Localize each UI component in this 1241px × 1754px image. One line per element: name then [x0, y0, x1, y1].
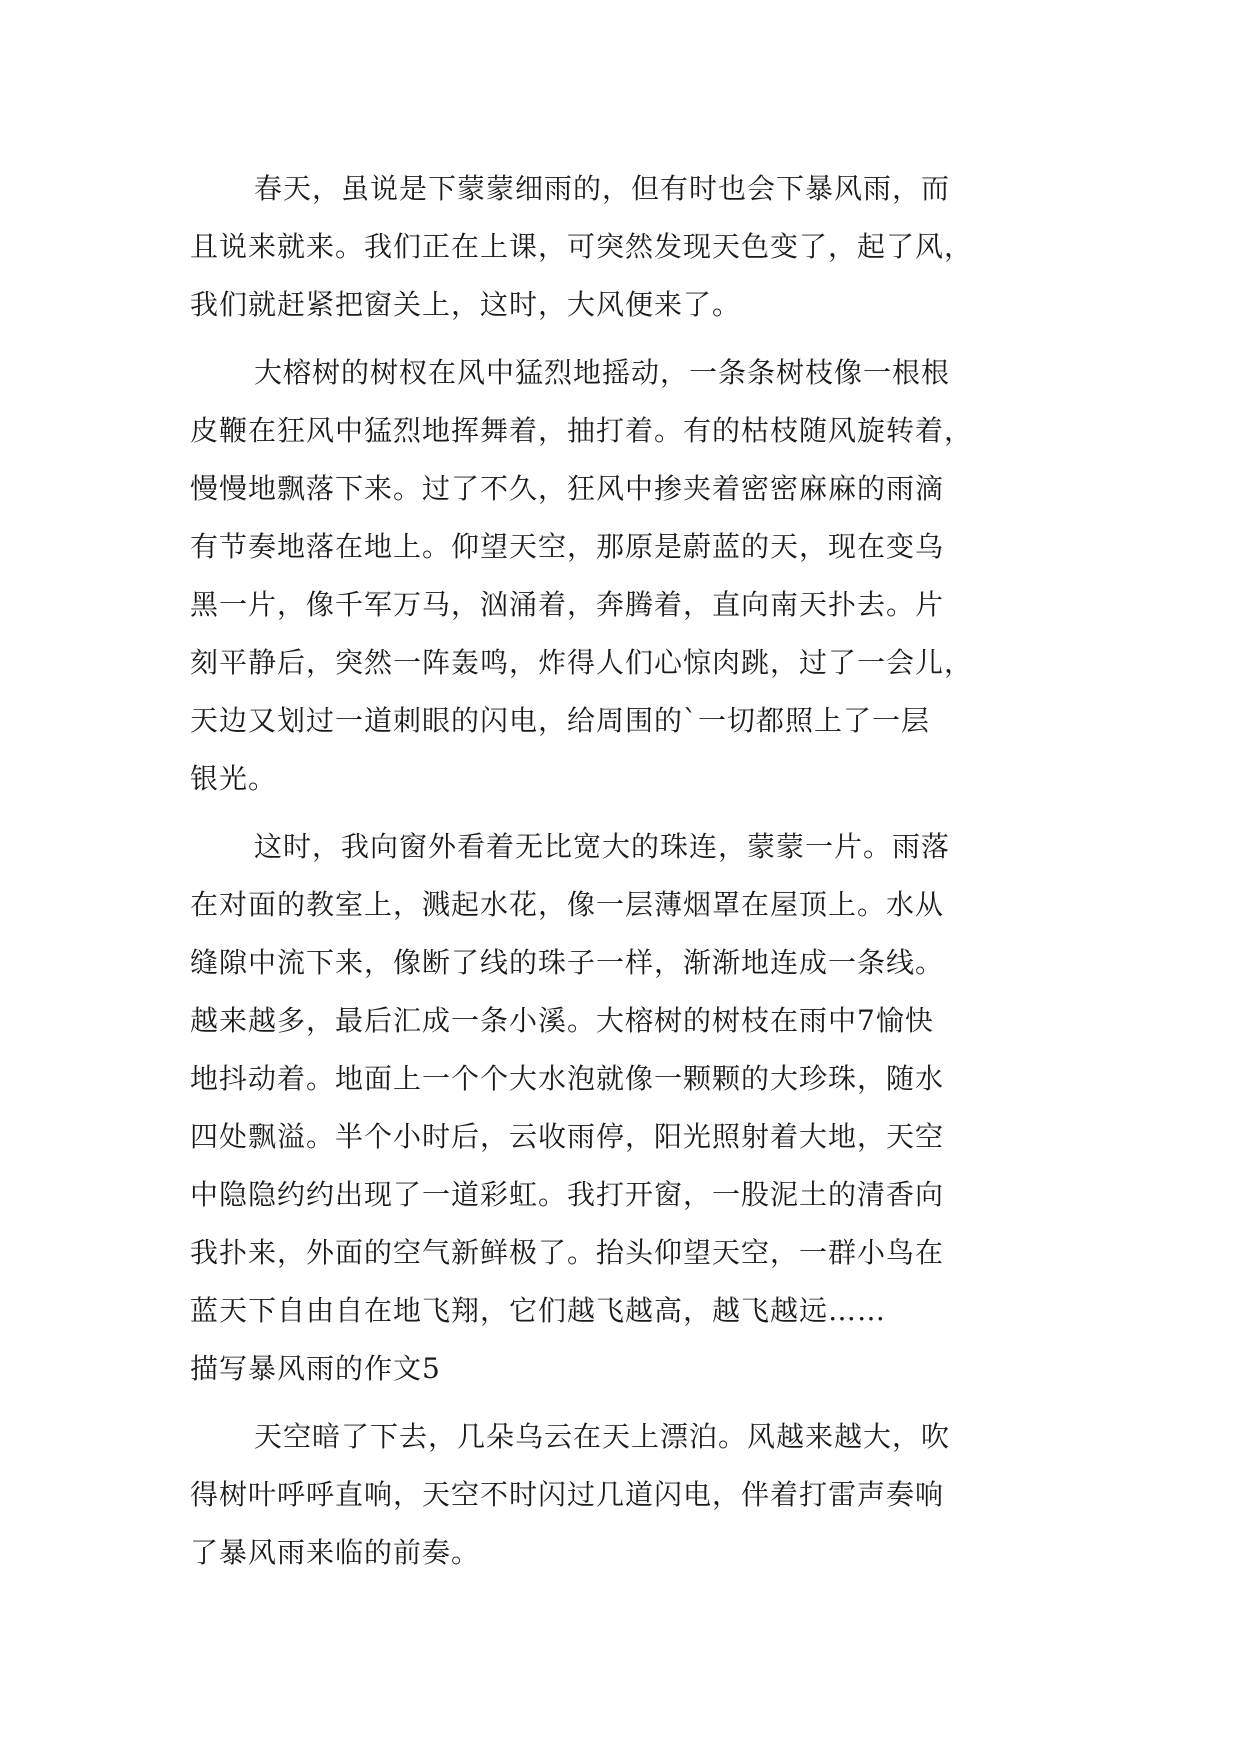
paragraph-1 [190, 160, 1070, 334]
paragraph-line: 天空暗了下去，几朵乌云在天上漂泊。风越来越大，吹 [254, 1420, 951, 1453]
paragraph-3 [190, 818, 1070, 1398]
paragraph-line: 地抖动着。地面上一个个大水泡就像一颗颗的大珍珠，随水 [190, 1062, 945, 1095]
section-heading: 描写暴风雨的作文5 [190, 1352, 441, 1385]
paragraph-line: 春天，虽说是下蒙蒙细雨的，但有时也会下暴风雨，而 [254, 172, 951, 205]
paragraph-4 [190, 1408, 1070, 1582]
paragraph-line: 银光。 [190, 762, 278, 795]
paragraph-line: 天边又划过一道刺眼的闪电，给周围的`一切都照上了一层 [190, 704, 931, 737]
paragraph-line: 在对面的教室上，溅起水花，像一层薄烟罩在屋顶上。水从 [190, 888, 945, 921]
paragraph-line: 越来越多，最后汇成一条小溪。大榕树的树枝在雨中7愉快 [190, 1004, 934, 1037]
paragraph-line: 大榕树的树杈在风中猛烈地摇动，一条条树枝像一根根 [254, 356, 951, 389]
paragraph-line: 四处飘溢。半个小时后，云收雨停，阳光照射着大地，天空 [190, 1120, 945, 1153]
paragraph-line: 我们就赶紧把窗关上，这时，大风便来了。 [190, 288, 742, 321]
paragraph-line: 缝隙中流下来，像断了线的珠子一样，渐渐地连成一条线。 [190, 946, 945, 979]
paragraph-line: 我扑来，外面的空气新鲜极了。抬头仰望天空，一群小鸟在 [190, 1236, 945, 1269]
paragraph-2 [190, 344, 1070, 808]
paragraph-line: 且说来就来。我们正在上课，可突然发现天色变了，起了风， [190, 230, 974, 263]
essay-body [190, 160, 1070, 1582]
paragraph-line: 慢慢地飘落下来。过了不久，狂风中掺夹着密密麻麻的雨滴 [190, 472, 945, 505]
paragraph-line: 刻平静后，突然一阵轰鸣，炸得人们心惊肉跳，过了一会儿， [190, 646, 974, 679]
paragraph-line: 这时，我向窗外看着无比宽大的珠连，蒙蒙一片。雨落 [254, 830, 951, 863]
paragraph-line: 了暴风雨来临的前奏。 [190, 1536, 481, 1569]
paragraph-line: 黑一片，像千军万马，汹涌着，奔腾着，直向南天扑去。片 [190, 588, 945, 621]
paragraph-line: 蓝天下自由自在地飞翔，它们越飞越高，越飞越远…… [190, 1294, 887, 1327]
paragraph-line: 有节奏地落在地上。仰望天空，那原是蔚蓝的天，现在变乌 [190, 530, 945, 563]
paragraph-line: 中隐隐约约出现了一道彩虹。我打开窗，一股泥土的清香向 [190, 1178, 945, 1211]
paragraph-line: 皮鞭在狂风中猛烈地挥舞着，抽打着。有的枯枝随风旋转着， [190, 414, 974, 447]
paragraph-line: 得树叶呼呼直响，天空不时闪过几道闪电，伴着打雷声奏响 [190, 1478, 945, 1511]
